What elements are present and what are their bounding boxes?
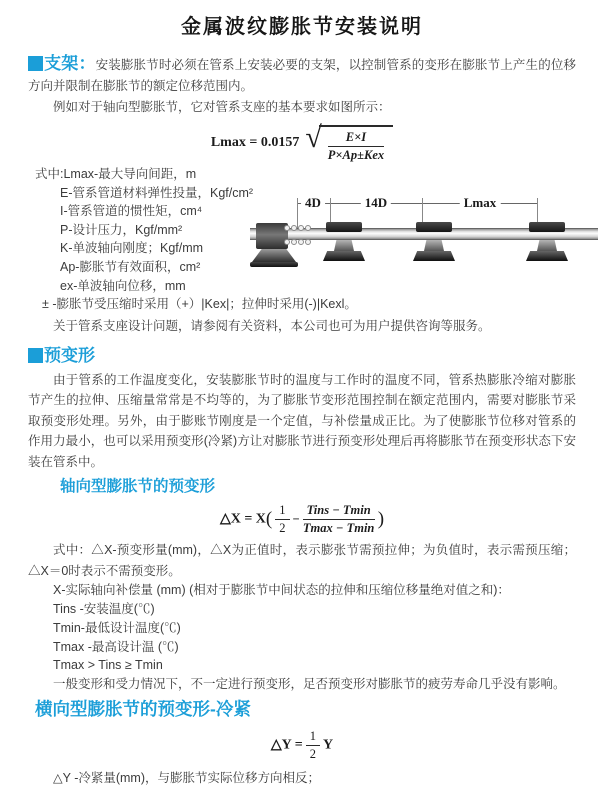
formula-lhs: Lmax = 0.0157 xyxy=(210,134,300,150)
subheading-axial-predeform: 轴向型膨胀节的预变形 xyxy=(60,478,216,496)
dim-label-14d: 14D xyxy=(361,195,391,210)
definition-line: Ap-膨胀节有效面积，cm² xyxy=(60,259,201,274)
definition-line: 式中:Lmax-最大导向间距，m xyxy=(35,167,197,181)
definition-line: Tmax -最高设计温 (℃) xyxy=(53,639,179,654)
anchor-pedestal xyxy=(252,249,296,262)
pipe-guide-icon xyxy=(320,222,368,270)
definition-line: Tmax > Tins ≥ Tmin xyxy=(53,658,163,673)
formula-rhs: Y xyxy=(322,737,334,753)
temperature-fraction: $\frac{\text{Tins − Tmin}}{Tmax - Tmin}$ xyxy=(302,503,375,536)
guide-foot xyxy=(323,251,365,261)
support-spacing-diagram xyxy=(250,193,598,295)
definition-line: Tins -安装温度(℃) xyxy=(53,602,155,617)
half-fraction: $\frac{1}{2}$ xyxy=(275,503,289,536)
guide-cap xyxy=(416,222,452,232)
subheading-lateral-predeform: 横向型膨胀节的预变形-冷紧 xyxy=(35,699,251,720)
definition-line: E-管系管道材料弹性投量，Kgf/cm² xyxy=(60,185,254,200)
guide-neck xyxy=(424,240,444,251)
support-intro-text: 安装膨胀节时必须在管系上安装必要的支架，以控制管系的变形在膨胀节上产生的位移方向并限制在膨胀节的额定位移范围内。 xyxy=(28,58,576,93)
guide-foot xyxy=(413,251,455,261)
close-paren: ) xyxy=(377,508,385,530)
axial-predeform-formula xyxy=(28,503,576,536)
predeform-heading-text: 预变形 xyxy=(44,345,95,365)
guide-cap xyxy=(529,222,565,232)
open-paren: ( xyxy=(265,508,273,530)
support-intro-paragraph xyxy=(28,53,576,97)
formula-denominator: P×Ap±Kex xyxy=(327,148,385,162)
section-heading-predeform xyxy=(28,345,576,368)
guide-neck xyxy=(334,240,354,251)
definition-line: 一般变形和受力情况下，不一定进行预变形，足否预变形对膨胀节的疲劳寿命几乎没有影响。 xyxy=(53,677,566,692)
lateral-cold-pull-formula xyxy=(28,729,576,762)
support-example-line: 例如对于轴向型膨胀节，它对管系支座的基本要求如图所示： xyxy=(53,100,391,114)
half-fraction: $\frac{1}{2}$ xyxy=(306,729,320,762)
definition-line: X-实际轴向补偿量 (mm) (相对于膨胀节中间状态的拉伸和压缩位移量绝对值之和)： xyxy=(53,583,510,598)
formula-lhs: △X = X xyxy=(219,511,266,527)
bellows-icon xyxy=(284,225,312,245)
dimension-line xyxy=(297,203,537,204)
dim-label-4d: 4D xyxy=(301,195,325,210)
sqrt-radical xyxy=(305,123,393,163)
pipe-guide-icon xyxy=(410,222,458,270)
section-marker-icon xyxy=(28,56,43,71)
dim-label-lmax: Lmax xyxy=(460,195,501,210)
definition-line: ± -膨胀节受压缩时采用（+）|Kex|；拉伸时采用(-)|Kexl。 xyxy=(42,297,357,312)
axial-definition-lines xyxy=(28,581,576,694)
pipe-guide-icon xyxy=(523,222,571,270)
lateral-note: △Y -冷紧量(mm)，与膨胀节实际位移方向相反； xyxy=(53,771,321,786)
section-heading-support: 支架： xyxy=(44,54,96,73)
radical-glyph: √ xyxy=(305,121,322,154)
anchor-base xyxy=(250,262,298,267)
definition-line: ex-单波轴向位移，mm xyxy=(60,278,186,293)
lmax-formula xyxy=(28,123,576,163)
formula-lhs: △Y = xyxy=(270,737,303,753)
axial-formula-explanation: 式中：△X-预变形量(mm)，△X为正值时，表示膨张节需预拉伸；为负值时，表示需预压缩；△X＝0时表示不需预变形。 xyxy=(28,543,576,578)
definition-line: K-单波轴向刚度；Kgf/mm xyxy=(60,241,204,256)
section-marker-icon xyxy=(28,348,43,363)
minus-sign: − xyxy=(292,512,300,527)
formula-numerator: E×I xyxy=(328,130,384,147)
guide-neck xyxy=(537,240,557,251)
predeform-body: 由于管系的工作温度变化，安装膨胀节时的温度与工作时的温度不同，管系热膨胀冷缩对膨胀节产生的拉伸、压缩量常常是不均等的，为了膨胀节变形范围控制在额定范围内，需要对膨胀节采取预变形处理。另外，由于膨账节刚度是一个定值，与补偿量成正比。为了使膨胀节位移对管系的作用力最小，也可以采用预变形(冷紧)方让对膨胀节进行预变形处理后再将膨胀节在预变形状态下安装在管系中。 xyxy=(28,372,576,469)
page-title: 金属波纹膨胀节安装说明 xyxy=(181,16,423,38)
definition-line: I-管系管道的惯性矩，cm⁴ xyxy=(60,204,203,219)
guide-foot xyxy=(526,251,568,261)
guide-cap xyxy=(326,222,362,232)
support-note: 关于管系支座设计问题，请参阅有关资料，本公司也可为用户提供咨询等服务。 xyxy=(53,318,491,333)
definition-line: P-设计压力，Kgf/mm² xyxy=(60,222,183,237)
definition-line: Tmin-最低设计温度(℃) xyxy=(53,620,181,635)
